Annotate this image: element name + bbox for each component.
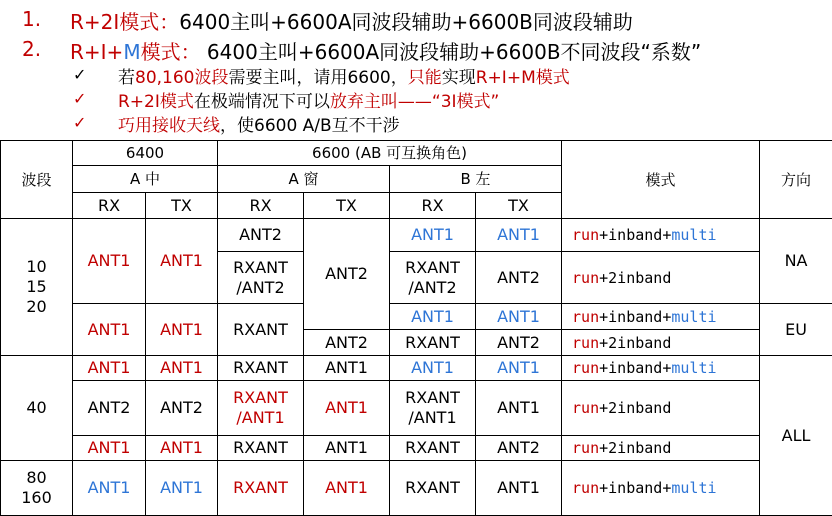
sub-part: 只能 [407, 68, 442, 88]
bullet-part: 模式： [140, 40, 201, 64]
direction-eu: EU [760, 304, 832, 356]
band-10-15-20 [1, 219, 73, 356]
header-a-window: A 窗 [218, 166, 390, 193]
direction-header: 方向 [760, 141, 832, 219]
cell-rxant: RXANT [218, 461, 304, 516]
cell-ant2: ANT2 [218, 219, 304, 252]
bullet-text-1 [70, 6, 633, 35]
tx-header: TX [304, 193, 390, 219]
sub-part: 实现 [441, 68, 476, 88]
cell-ant2: ANT2 [73, 381, 146, 436]
cell-ant2: ANT2 [304, 219, 390, 330]
cell-ant2: ANT2 [476, 252, 562, 304]
sub-part: 巧用接收天线 [118, 116, 220, 136]
rx-header: RX [73, 193, 146, 219]
cell-rxant-ant2 [218, 252, 304, 304]
cell-rxant-ant1 [218, 381, 304, 436]
mode-multi-label: multi [671, 359, 717, 377]
band-label: 10 [26, 257, 47, 276]
cell-ant2: ANT2 [304, 330, 390, 356]
band-label: 15 [26, 277, 47, 296]
sub-part: ，使6600 A/B互不干涉 [220, 116, 400, 136]
cell-line: /ANT1 [408, 408, 457, 427]
mode-inband: +inband+ [599, 307, 672, 326]
mode-multi-label: multi [671, 479, 717, 497]
cell-rxant: RXANT [218, 356, 304, 381]
cell-ant1: ANT1 [73, 356, 146, 381]
cell-line: RXANT [233, 388, 288, 407]
cell-ant1: ANT1 [476, 461, 562, 516]
mode-multi-label: multi [671, 226, 717, 244]
cell-ant1: ANT1 [73, 304, 146, 356]
cell-ant1: ANT1 [304, 381, 390, 436]
cell-line: /ANT2 [236, 277, 285, 297]
cell-line: RXANT [405, 257, 460, 277]
mode-2inband-label: +2inband [599, 268, 672, 287]
mode-2inband-label: +2inband [599, 399, 672, 417]
bullet-part: 6400主叫+6600A同波段辅助+6600B同波段辅助 [179, 10, 633, 34]
tx-header: TX [476, 193, 562, 219]
header-6400: 6400 [73, 141, 218, 166]
mode-inband: +inband+ [599, 479, 672, 497]
mode-multi [562, 304, 760, 330]
cell-rxant: RXANT [390, 461, 476, 516]
cell-ant1: ANT1 [476, 304, 562, 330]
check-icon: ✓ [73, 65, 87, 84]
cell-ant1: ANT1 [304, 356, 390, 381]
cell-ant1: ANT1 [146, 304, 218, 356]
cell-rxant: RXANT [218, 304, 304, 356]
mode-header: 模式 [562, 141, 760, 219]
bullet-list [0, 0, 832, 140]
sub-part: R+I+M模式 [475, 68, 570, 88]
mode-multi [562, 461, 760, 516]
header-6600: 6600 (AB 可互换角色) [218, 141, 562, 166]
mode-2inband [562, 252, 760, 304]
sub-part: 若 [118, 68, 135, 88]
cell-ant2: ANT2 [476, 330, 562, 356]
cell-ant1: ANT1 [304, 461, 390, 516]
antenna-table [0, 140, 832, 516]
cell-ant1: ANT1 [476, 356, 562, 381]
mode-inband: +inband+ [599, 359, 672, 377]
header-b-left: B 左 [390, 166, 562, 193]
tx-header: TX [146, 193, 218, 219]
band-40: 40 [1, 356, 73, 461]
check-icon: ✓ [73, 89, 87, 108]
cell-ant2: ANT2 [476, 436, 562, 461]
sub-bullet-1 [118, 63, 570, 88]
cell-ant2: ANT2 [146, 381, 218, 436]
mode-multi-label: multi [671, 307, 717, 326]
cell-ant1: ANT1 [390, 219, 476, 252]
mode-run: run [572, 479, 600, 497]
sub-part: 放弃主叫——“3I模式” [329, 92, 500, 112]
band-header: 波段 [1, 141, 73, 219]
sub-bullet-3 [118, 111, 400, 136]
band-80-160 [1, 461, 73, 516]
mode-2inband [562, 381, 760, 436]
mode-run: run [572, 399, 600, 417]
sub-bullet-2 [118, 87, 499, 112]
mode-run: run [572, 359, 600, 377]
check-icon: ✓ [73, 113, 87, 132]
mode-2inband-label: +2inband [599, 439, 672, 457]
rx-header: RX [390, 193, 476, 219]
cell-line: RXANT [233, 257, 288, 277]
bullet-number: 1. [22, 7, 42, 31]
cell-ant1: ANT1 [146, 219, 218, 304]
cell-ant1: ANT1 [146, 461, 218, 516]
mode-inband: +inband+ [599, 226, 672, 244]
mode-2inband [562, 330, 760, 356]
direction-all: ALL [760, 356, 832, 516]
band-label: 80 [26, 468, 47, 487]
mode-2inband [562, 436, 760, 461]
sub-part: 80,160波段 [135, 68, 229, 88]
cell-line: RXANT [405, 388, 460, 407]
sub-part: R+2I模式 [118, 92, 194, 112]
band-label: 20 [26, 297, 47, 316]
mode-multi [562, 356, 760, 381]
cell-ant1: ANT1 [146, 356, 218, 381]
cell-ant1: ANT1 [476, 381, 562, 436]
cell-line: /ANT1 [236, 408, 285, 427]
mode-run: run [572, 439, 600, 457]
cell-rxant-ant2 [390, 252, 476, 304]
cell-rxant-ant1 [390, 381, 476, 436]
cell-rxant: RXANT [390, 436, 476, 461]
bullet-part: R+I+ [70, 40, 124, 64]
cell-ant1: ANT1 [73, 461, 146, 516]
bullet-number: 2. [22, 37, 42, 61]
mode-run: run [572, 333, 600, 352]
cell-ant1: ANT1 [390, 356, 476, 381]
header-a-mid: A 中 [73, 166, 218, 193]
cell-ant1: ANT1 [390, 304, 476, 330]
mode-run: run [572, 226, 600, 244]
mode-multi [562, 219, 760, 252]
cell-rxant: RXANT [390, 330, 476, 356]
bullet-text-2 [70, 36, 701, 65]
cell-ant1: ANT1 [146, 436, 218, 461]
sub-part: 需要主叫，请用6600， [228, 68, 408, 88]
direction-na: NA [760, 219, 832, 304]
sub-part: 在极端情况下可以 [193, 92, 330, 112]
cell-ant1: ANT1 [73, 219, 146, 304]
rx-header: RX [218, 193, 304, 219]
cell-ant1: ANT1 [476, 219, 562, 252]
cell-line: /ANT2 [408, 277, 457, 297]
cell-rxant: RXANT [218, 436, 304, 461]
cell-ant1: ANT1 [73, 436, 146, 461]
band-label: 160 [21, 488, 52, 507]
cell-ant1: ANT1 [304, 436, 390, 461]
mode-run: run [572, 268, 600, 287]
bullet-part: R+2I模式： [70, 10, 180, 34]
mode-2inband-label: +2inband [599, 333, 672, 352]
bullet-part: M [123, 40, 141, 64]
bullet-part: 6400主叫+6600A同波段辅助+6600B不同波段“系数” [200, 40, 702, 64]
mode-run: run [572, 307, 600, 326]
